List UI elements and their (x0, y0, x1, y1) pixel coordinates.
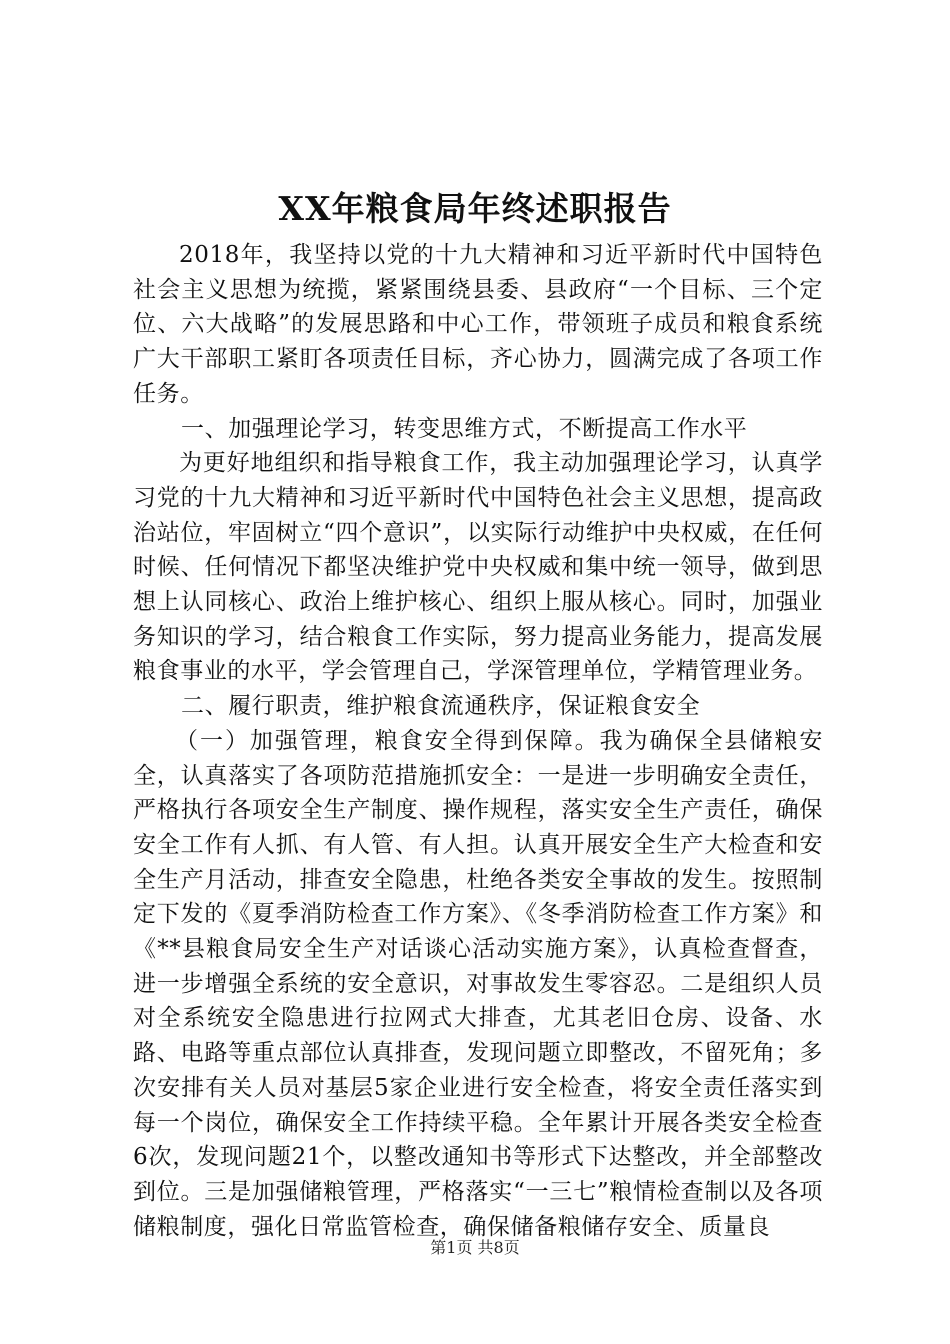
section-heading-1: 一、加强理论学习，转变思维方式，不断提高工作水平 (181, 415, 748, 442)
document-title: XX年粮食局年终述职报告 (278, 189, 672, 228)
paragraph-intro: 2018年，我坚持以党的十九大精神和习近平新时代中国特色社会主义思想为统揽，紧紧围绕县委、县政府“一个目标、三个定位、六大战略”的发展思路和中心工作，带领班子成员和粮食系统广大干部职工紧盯各项责任目标，齐心协力，圆满完成了各项工作任务。 (133, 242, 823, 407)
paragraph-theory-study: 为更好地组织和指导粮食工作，我主动加强理论学习，认真学习党的十九大精神和习近平新时代中国特色社会主义思想，提高政治站位，牢固树立“四个意识”，以实际行动维护中央权威，在任何时候、任何情况下都坚决维护党中央权威和集中统一领导，做到思想上认同核心、政治上维护核心、组织上服从核心。同时，加强业务知识的学习，结合粮食工作实际，努力提高业务能力，提高发展粮食事业的水平，学会管理自己，学深管理单位，学精管理业务。 (133, 450, 823, 685)
page-footer: 第1页 共8页 (430, 1238, 520, 1257)
document-body (133, 238, 823, 1244)
paragraph-safety-management: （一）加强管理，粮食安全得到保障。我为确保全县储粮安全，认真落实了各项防范措施抓安全：一是进一步明确安全责任，严格执行各项安全生产制度、操作规程，落实安全生产责任，确保安全工作有人抓、有人管、有人担。认真开展安全生产大检查和安全生产月活动，排查安全隐患，杜绝各类安全事故的发生。按照制定下发的《夏季消防检查工作方案》、《冬季消防检查工作方案》和《**县粮食局安全生产对话谈心活动实施方案》，认真检查督查，进一步增强全系统的安全意识，对事故发生零容忍。二是组织人员对全系统安全隐患进行拉网式大排查，尤其老旧仓房、设备、水路、电路等重点部位认真排查，发现问题立即整改，不留死角；多次安排有关人员对基层5家企业进行安全检查，将安全责任落实到每一个岗位，确保安全工作持续平稳。全年累计开展各类安全检查6次，发现问题21个，以整改通知书等形式下达整改，并全部整改到位。三是加强储粮管理，严格落实“一三七”粮情检查制以及各项储粮制度，强化日常监管检查，确保储备粮储存安全、质量良 (133, 727, 823, 1240)
section-heading-2: 二、履行职责，维护粮食流通秩序，保证粮食安全 (181, 693, 701, 720)
